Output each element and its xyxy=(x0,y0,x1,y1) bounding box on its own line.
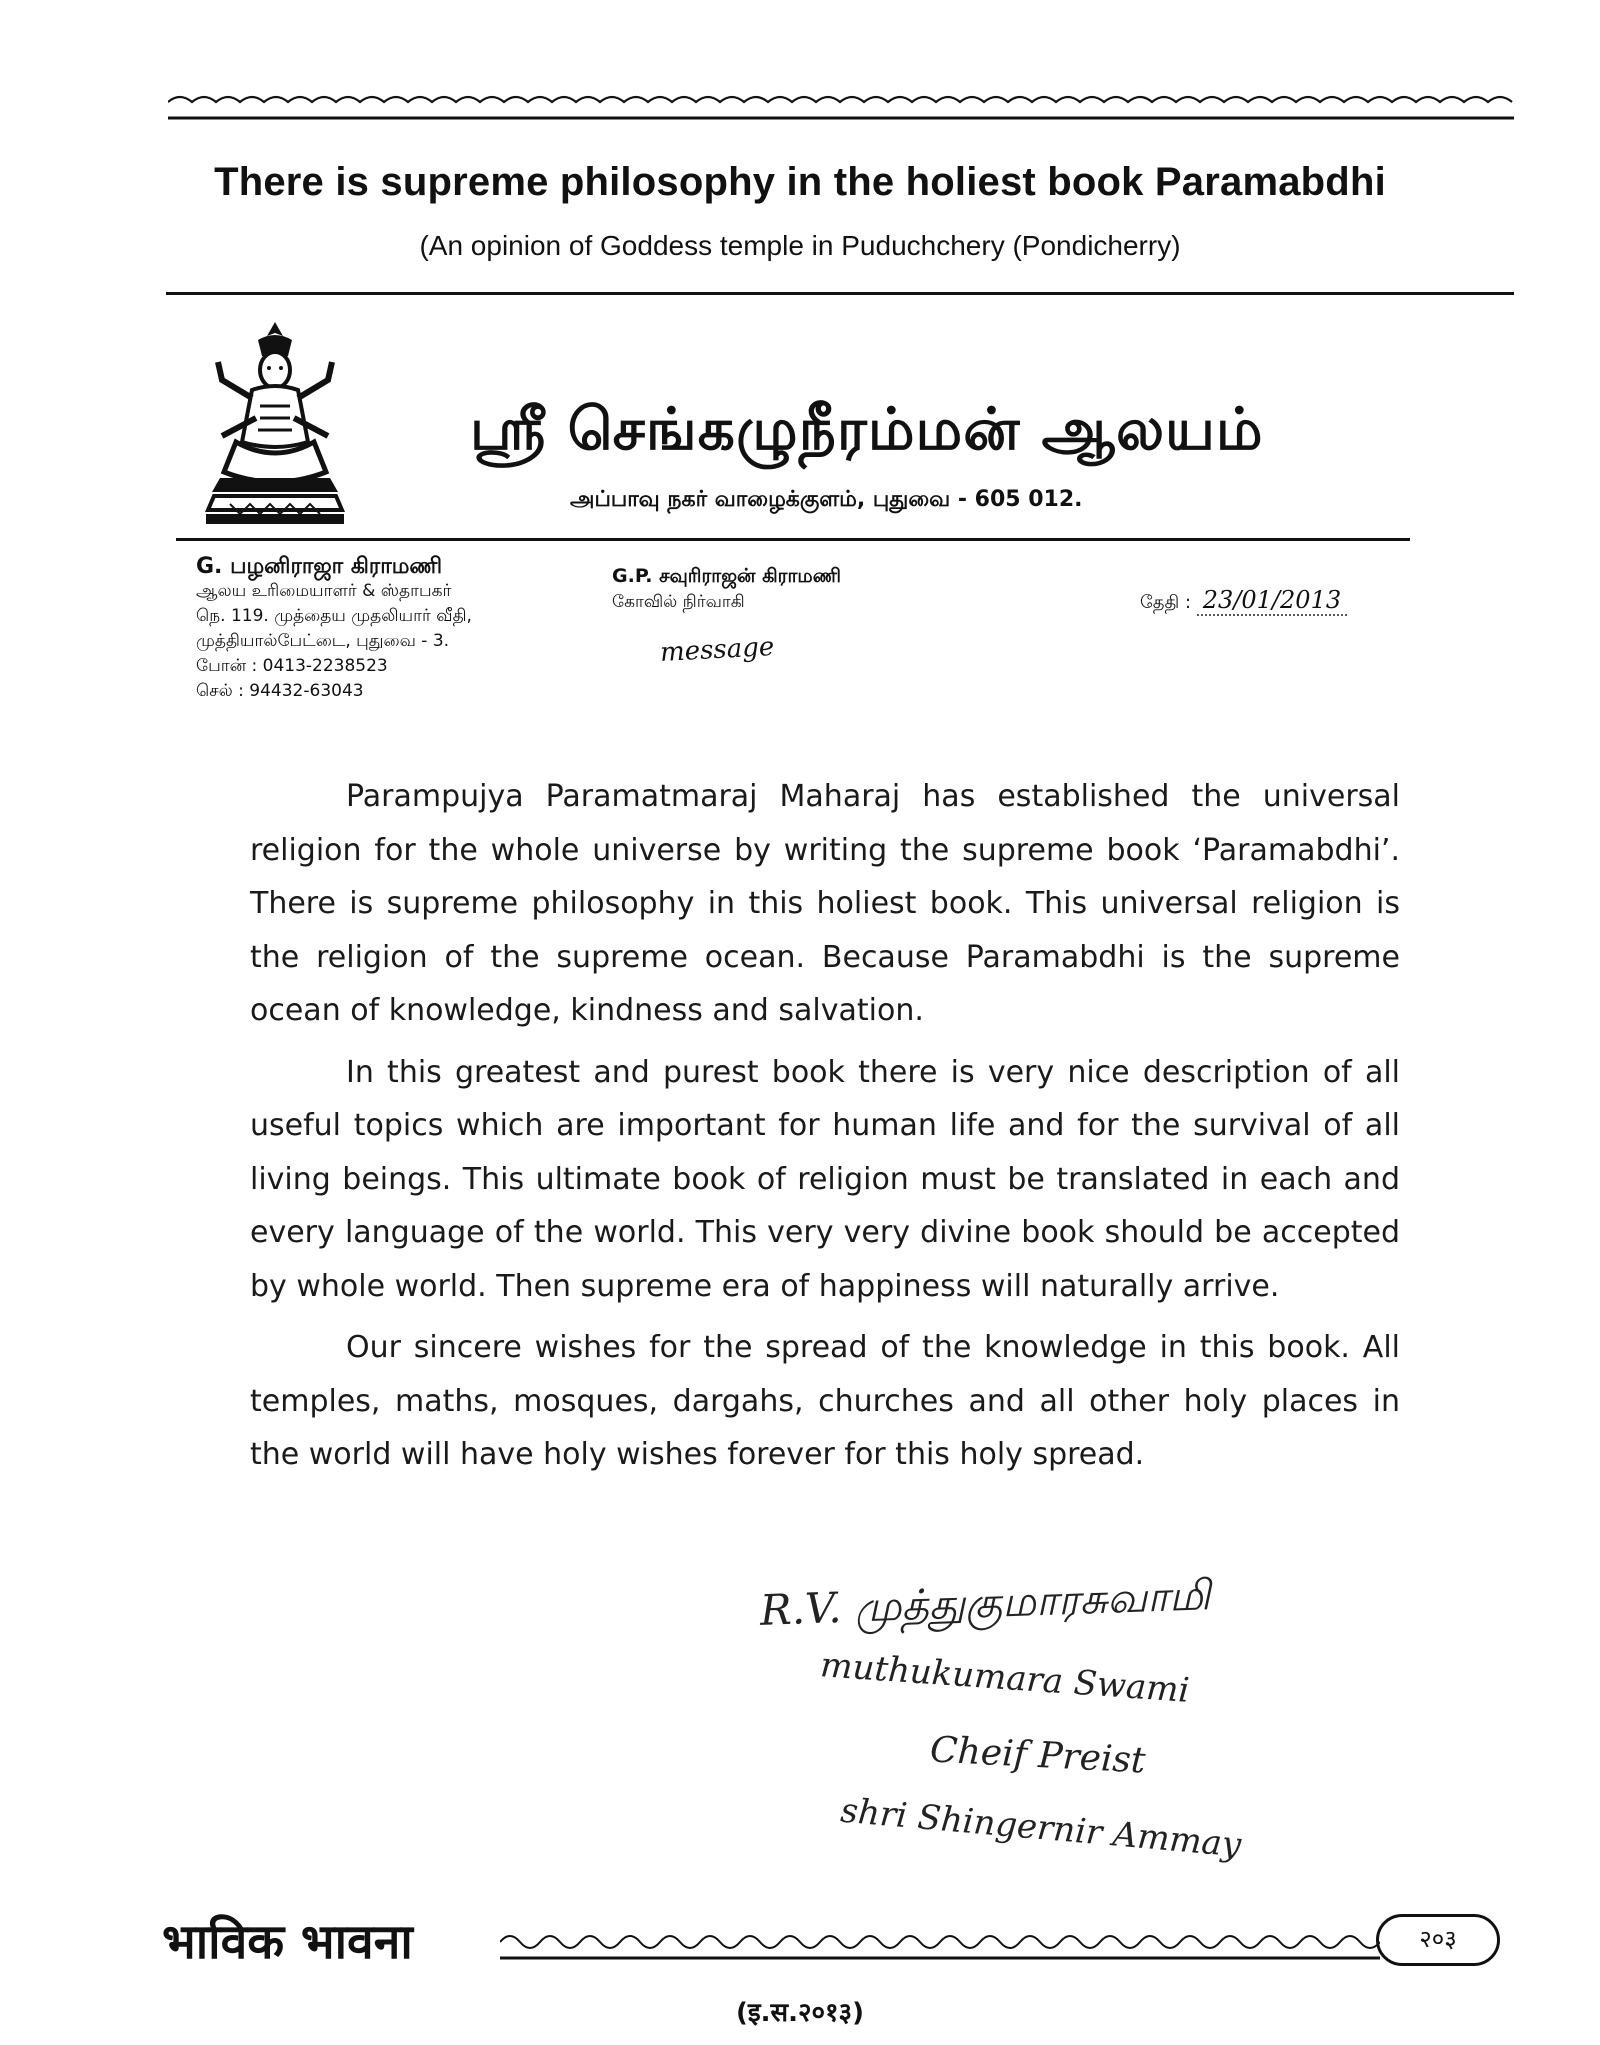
magazine-logo: भाविक भावना xyxy=(162,1914,413,1970)
founder-line: ஆலய உரிமையாளர் & ஸ்தாபகர் xyxy=(196,581,452,601)
founder-line: முத்தியால்பேட்டை, புதுவை - 3. xyxy=(196,631,450,651)
body-paragraph: In this greatest and purest book there is very nice description of all useful topics which are important for human life and for the survival of all living beings. This ultimate book of religion must be translated in each and every language of the world. This very very divine book should be accepted by whole world. Then supreme era of happiness will naturally arrive. xyxy=(250,1054,1400,1304)
footer-wave-ornament xyxy=(500,1928,1380,1968)
founder-mobile: செல் : 94432-63043 xyxy=(196,681,364,701)
top-wave-ornament xyxy=(168,88,1514,128)
date-label: தேதி : xyxy=(1140,592,1192,613)
founder-name: G. பழனிராஜா கிராமணி xyxy=(196,554,443,579)
body-paragraph: Our sincere wishes for the spread of the knowledge in this book. All temples, maths, mosques, dargahs, churches and all other holy places in the world will have holy wishes forever for this holy spread. xyxy=(250,1330,1400,1472)
goddess-emblem xyxy=(200,318,350,528)
temple-name: ஸ்ரீ செங்கழுநீரம்மன் ஆலயம் xyxy=(470,395,1264,463)
title-divider xyxy=(166,292,1514,295)
founder-contact-block xyxy=(196,554,472,704)
page-number: २०३ xyxy=(1376,1914,1500,1966)
administrator-block xyxy=(612,563,841,615)
page-title: There is supreme philosophy in the holiest book Paramabdhi xyxy=(214,160,1386,204)
body-paragraph: Parampujya Paramatmaraj Maharaj has established the universal religion for the whole universe by writing the supreme book ‘Paramabdhi’. There is supreme philosophy in this holiest book. This universal religion is the religion of the supreme ocean. Because Paramabdhi is the supreme ocean of knowledge, kindness and salvation. xyxy=(250,779,1400,1028)
footer-year: (इ.स.२०१३) xyxy=(736,1998,864,2028)
letter-body xyxy=(250,770,1400,1490)
signature-name-tamil: R.V. முத்துகுமாரசுவாமி xyxy=(759,1570,1212,1635)
page-subtitle: (An opinion of Goddess temple in Puduchchery (Pondicherry) xyxy=(419,230,1181,261)
date-field xyxy=(1140,586,1347,615)
administrator-name: G.P. சவுரிராஜன் கிராமணி xyxy=(612,565,841,587)
signature-name: muthukumara Swami xyxy=(819,1645,1191,1711)
date-value: 23/01/2013 xyxy=(1197,586,1347,616)
administrator-role: கோவில் நிர்வாகி xyxy=(612,592,745,612)
signature-temple: shri Shingernir Ammay xyxy=(839,1790,1243,1866)
letterhead-divider xyxy=(176,538,1410,541)
signature-title: Cheif Preist xyxy=(929,1729,1147,1782)
founder-line: நெ. 119. முத்தைய முதலியார் வீதி, xyxy=(196,606,472,626)
temple-address: அப்பாவு நகர் வாழைக்குளம், புதுவை - 605 012. xyxy=(570,487,1083,512)
founder-phone: போன் : 0413-2238523 xyxy=(196,656,388,676)
handwritten-message-note: message xyxy=(659,632,775,668)
